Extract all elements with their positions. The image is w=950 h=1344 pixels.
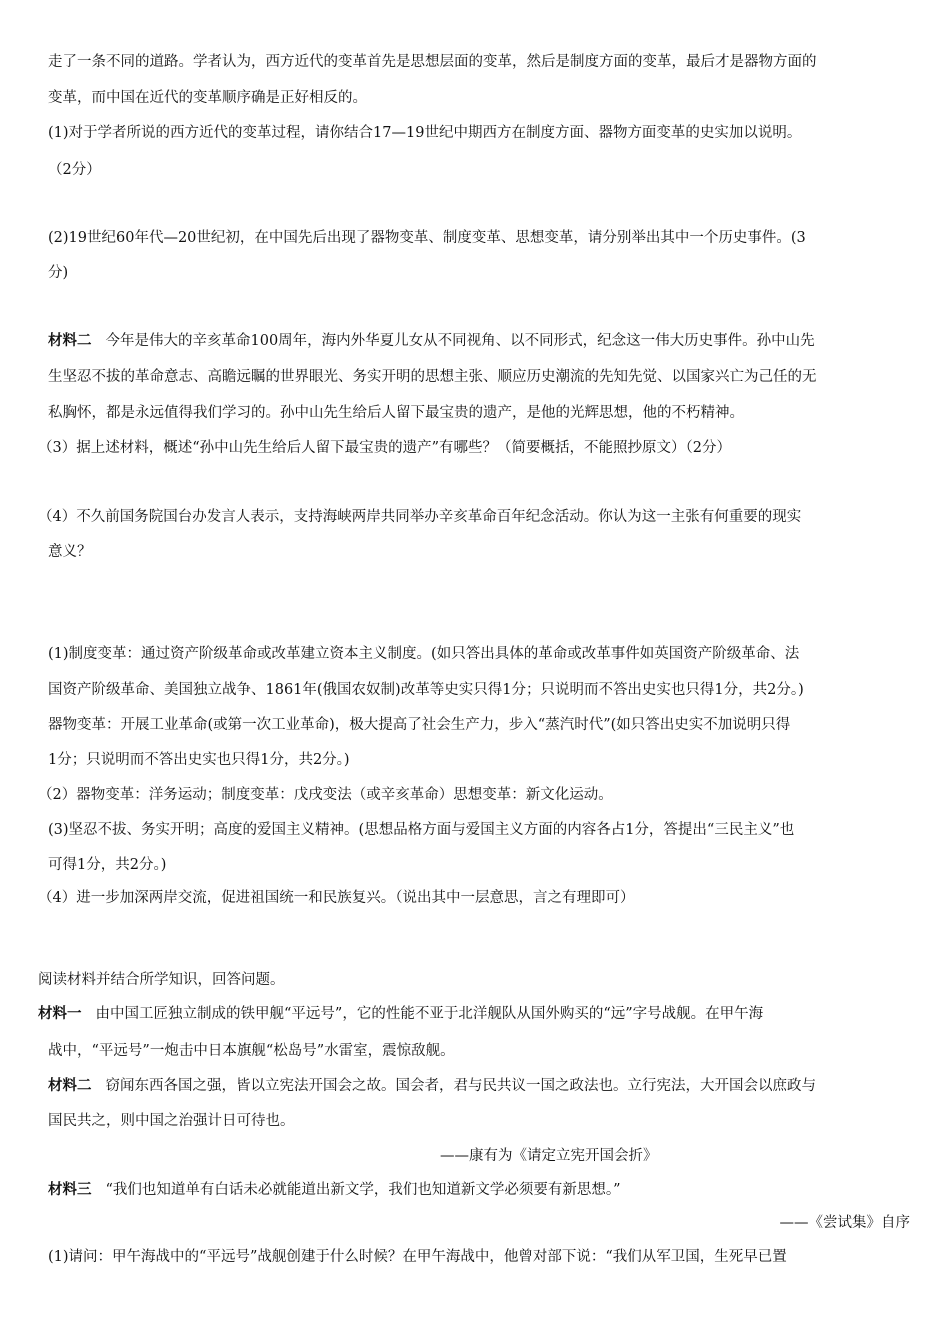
text-line: 分) bbox=[48, 265, 69, 281]
text-line: 意义？ bbox=[48, 544, 92, 560]
question-2: (2)19世纪60年代—20世纪初，在中国先后出现了器物变革、制度变革、思想变革，请分别举出其中一个历史事件。(3 bbox=[48, 230, 806, 246]
score-note: （2分） bbox=[48, 162, 101, 178]
material-one-line: 材料一 由中国工匠独立制成的铁甲舰“平远号”，它的性能不亚于北洋舰队从国外购买的“远”字号战舰。在甲午海 bbox=[38, 1005, 764, 1022]
text-line: 1分；只说明而不答出史实也只得1分，共2分。) bbox=[48, 752, 350, 768]
text-line: 可得1分，共2分。) bbox=[48, 857, 167, 873]
instruction: 阅读材料并结合所学知识，回答问题。 bbox=[38, 972, 285, 988]
text-line: 战中，“平远号”一炮击中日本旗舰“松岛号”水雷室，震惊敌舰。 bbox=[48, 1043, 455, 1059]
answer-1: (1)制度变革：通过资产阶级革命或改革建立资本主义制度。(如只答出具体的革命或改革事件如英国资产阶级革命、法 bbox=[48, 646, 800, 662]
quote-source: ——康有为《请定立宪开国会折》 bbox=[440, 1148, 658, 1164]
material-two-line: 材料二 窃闻东西各国之强，皆以立宪法开国会之故。国会者，君与民共议一国之政法也。立行宪法，大开国会以庶政与 bbox=[48, 1077, 816, 1094]
question-1: (1)对于学者所说的西方近代的变革过程，请你结合17—19世纪中期西方在制度方面、器物方面变革的史实加以说明。 bbox=[48, 125, 802, 141]
text-line: 生坚忍不拔的革命意志、高瞻远瞩的世界眼光、务实开明的思想主张、顺应历史潮流的先知先觉、以国家兴亡为己任的无 bbox=[48, 369, 817, 385]
question-4: （4）不久前国务院国台办发言人表示，支持海峡两岸共同举办辛亥革命百年纪念活动。你认为这一主张有何重要的现实 bbox=[38, 509, 802, 525]
question-3: （3）据上述材料，概述“孙中山先生给后人留下最宝贵的遗产”有哪些？（简要概括，不能照抄原文）（2分） bbox=[38, 440, 732, 456]
answer-4: （4）进一步加深两岸交流，促进祖国统一和民族复兴。（说出其中一层意思，言之有理即可） bbox=[38, 890, 635, 906]
text-line: 变革，而中国在近代的变革顺序确是正好相反的。 bbox=[48, 90, 367, 106]
material-label: 材料三 bbox=[48, 1181, 92, 1198]
material-label: 材料一 bbox=[38, 1005, 82, 1022]
material-two-line: 材料二 今年是伟大的辛亥革命100周年，海内外华夏儿女从不同视角、以不同形式，纪念这一伟大历史事件。孙中山先 bbox=[48, 332, 815, 349]
text-line: 私胸怀，都是永远值得我们学习的。孙中山先生给后人留下最宝贵的遗产，是他的光辉思想，他的不朽精神。 bbox=[48, 405, 744, 421]
text-line: 国民共之，则中国之治强计日可待也。 bbox=[48, 1113, 295, 1129]
material-label: 材料二 bbox=[48, 332, 92, 349]
text-line: 国资产阶级革命、美国独立战争、1861年(俄国农奴制)改革等史实只得1分；只说明而不答出史实也只得1分，共2分。) bbox=[48, 682, 804, 698]
answer-3: (3)坚忍不拔、务实开明；高度的爱国主义精神。(思想品格方面与爱国主义方面的内容各占1分，答提出“三民主义”也 bbox=[48, 822, 795, 838]
answer-2: （2）器物变革：洋务运动；制度变革：戊戌变法（或辛亥革命）思想变革：新文化运动。 bbox=[38, 787, 613, 803]
question-line: (1)请问：甲午海战中的“平远号”战舰创建于什么时候？在甲午海战中，他曾对部下说：“我们从军卫国，生死早已置 bbox=[48, 1249, 787, 1265]
text-line: 器物变革：开展工业革命(或第一次工业革命)，极大提高了社会生产力，步入“蒸汽时代”(如只答出史实不加说明只得 bbox=[48, 717, 791, 733]
quote-source: ——《尝试集》自序 bbox=[779, 1215, 910, 1231]
material-three-line: 材料三 “我们也知道单有白话未必就能道出新文学，我们也知道新文学必须要有新思想。” bbox=[48, 1181, 621, 1198]
material-label: 材料二 bbox=[48, 1077, 92, 1094]
text-line: 走了一条不同的道路。学者认为，西方近代的变革首先是思想层面的变革，然后是制度方面的变革，最后才是器物方面的 bbox=[48, 54, 817, 70]
